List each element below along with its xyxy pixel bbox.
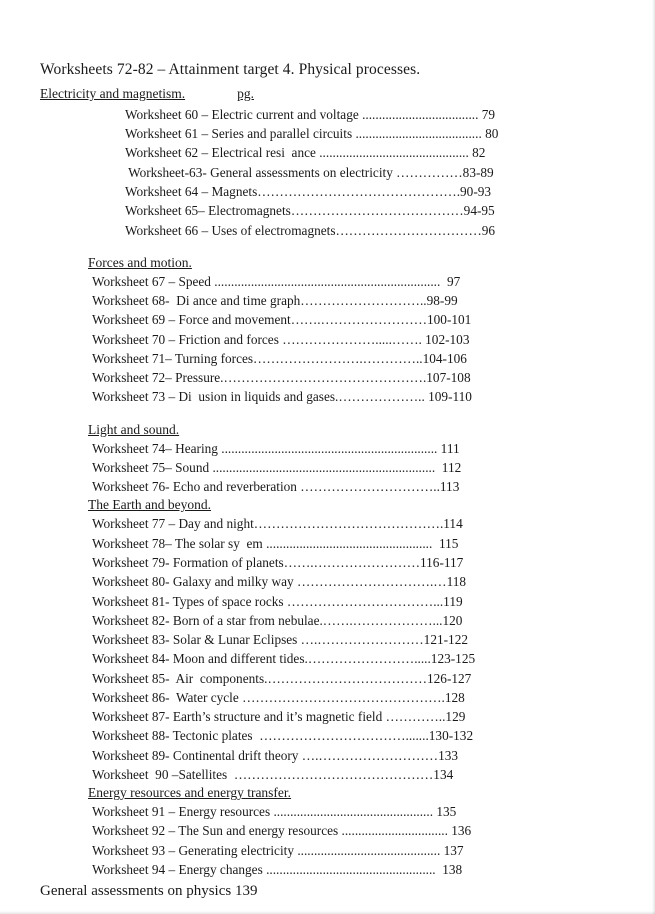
toc-entry: Worksheet 73 – Di usion in liquids and gases.……………….. 109-110 bbox=[92, 389, 472, 405]
closing-line: General assessments on physics 139 bbox=[40, 883, 258, 900]
toc-entry: Worksheet 94 – Energy changes ................................................... 138 bbox=[92, 861, 463, 877]
section-heading: Forces and motion. bbox=[88, 254, 192, 270]
toc-entry: Worksheet 76- Echo and reverberation …………………………..113 bbox=[92, 479, 460, 495]
section-heading: The Earth and beyond. bbox=[88, 497, 211, 513]
page-column-label: pg. bbox=[237, 85, 254, 101]
toc-entry: Worksheet 74– Hearing ................................................................. 111 bbox=[92, 440, 460, 456]
toc-entry: Worksheet 60 – Electric current and voltage ................................... 79 bbox=[125, 106, 496, 122]
section-header-energy bbox=[40, 784, 600, 802]
toc-entry: Worksheet 87- Earth’s structure and it’s magnetic field …………..129 bbox=[92, 709, 466, 725]
toc-entry: Worksheet 88- Tectonic plates …………………………….......130-132 bbox=[92, 728, 474, 744]
toc-entry: Worksheet 64 – Magnets……………………………………….90-93 bbox=[125, 183, 492, 199]
toc-entry: Worksheet 62 – Electrical resi ance ............................................. 82 bbox=[125, 145, 486, 161]
toc-entry: Worksheet 89- Continental drift theory ….………………………133 bbox=[92, 747, 459, 763]
toc-entry: Worksheet 82- Born of a star from nebulae.…….………………...120 bbox=[92, 612, 463, 628]
document-body bbox=[40, 60, 600, 902]
section-heading: Light and sound. bbox=[88, 421, 180, 437]
toc-entry: Worksheet-63- General assessments on electricity ……………83-89 bbox=[125, 164, 494, 180]
toc-entry: Worksheet 78– The solar sy em .................................................. 115 bbox=[92, 535, 459, 551]
toc-entry: Worksheet 75– Sound ................................................................... 112 bbox=[92, 459, 462, 475]
section-light-and-sound bbox=[40, 421, 600, 497]
toc-entry: Worksheet 79- Formation of planets…….……………………116-117 bbox=[92, 554, 464, 570]
toc-entry: Worksheet 66 – Uses of electromagnets……………………………96 bbox=[125, 222, 496, 238]
section-heading: Electricity and magnetism. bbox=[40, 85, 186, 101]
section-header-forces bbox=[40, 254, 600, 272]
toc-entry: Worksheet 86- Water cycle ……………………………………….128 bbox=[92, 689, 465, 705]
page-title: Worksheets 72-82 – Attainment target 4. Physical processes. bbox=[40, 61, 421, 78]
section-heading: Energy resources and energy transfer. bbox=[88, 785, 292, 801]
toc-entry: Worksheet 77 – Day and night…………………………………….114 bbox=[92, 516, 463, 532]
toc-entry: Worksheet 68- Di ance and time graph………………………..98-99 bbox=[92, 293, 458, 309]
toc-entry: Worksheet 70 – Friction and forces ………………….....……. 102-103 bbox=[92, 331, 470, 347]
toc-entry: Worksheet 80- Galaxy and milky way ………………………….…118 bbox=[92, 574, 467, 590]
toc-entry: Worksheet 92 – The Sun and energy resources ................................ 136 bbox=[92, 823, 472, 839]
toc-entry: Worksheet 90 –Satellites ………………………………………134 bbox=[92, 766, 454, 782]
toc-entry: Worksheet 91 – Energy resources ................................................ 135 bbox=[92, 804, 457, 820]
section-electricity-and-magnetism bbox=[40, 105, 600, 240]
section-header-light-sound bbox=[40, 421, 600, 439]
section-forces-and-motion bbox=[40, 254, 600, 407]
section-header-earth-beyond bbox=[40, 496, 600, 514]
toc-entry: Worksheet 93 – Generating electricity ........................................... 137 bbox=[92, 842, 464, 858]
toc-entry: Worksheet 71– Turning forces…………………….…………..104-106 bbox=[92, 350, 467, 366]
toc-entry: Worksheet 69 – Force and movement…….……………………100-101 bbox=[92, 312, 472, 328]
toc-entry: Worksheet 61 – Series and parallel circuits ...................................... 80 bbox=[125, 126, 499, 142]
toc-entry: Worksheet 85- Air components.………………………………126-127 bbox=[92, 670, 472, 686]
toc-entry: Worksheet 67 – Speed .................................................................... 97 bbox=[92, 273, 461, 289]
toc-entry: Worksheet 72– Pressure.……………………………………….107-108 bbox=[92, 370, 471, 386]
toc-entry: Worksheet 84- Moon and different tides.…………………….....123-125 bbox=[92, 651, 476, 667]
section-energy-resources bbox=[40, 784, 600, 879]
toc-entry: Worksheet 65– Electromagnets…………………………………94-95 bbox=[125, 203, 495, 219]
toc-entry: Worksheet 83- Solar & Lunar Eclipses ….……………………121-122 bbox=[92, 632, 468, 648]
toc-entry: Worksheet 81- Types of space rocks ……………………………...119 bbox=[92, 593, 463, 609]
section-header-electricity-row bbox=[40, 85, 600, 103]
section-earth-and-beyond bbox=[40, 496, 600, 784]
